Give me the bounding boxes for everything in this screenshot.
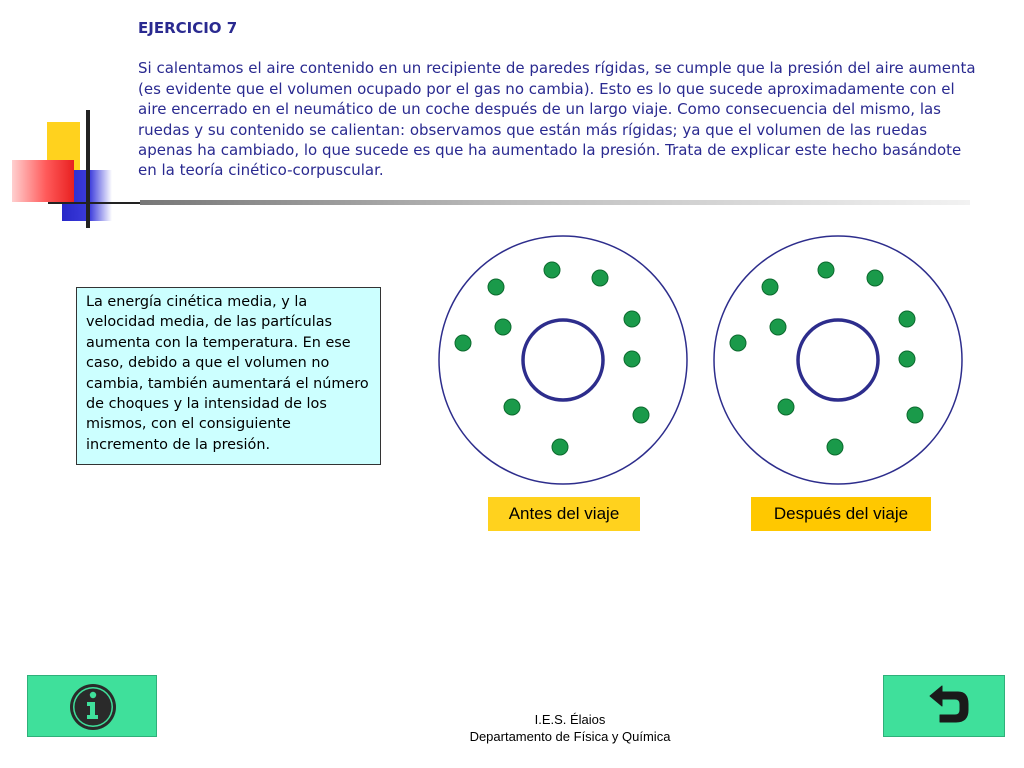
- particles: [455, 262, 649, 455]
- footer: [430, 711, 710, 745]
- exercise-title: EJERCICIO 7: [138, 19, 238, 37]
- exercise-statement: [138, 18, 978, 181]
- particle: [762, 279, 778, 295]
- particle: [827, 439, 843, 455]
- particle: [899, 311, 915, 327]
- tire-diagram-before: [436, 233, 691, 488]
- school-name: I.E.S. Élaios: [534, 712, 606, 727]
- decorative-red-square: [12, 160, 74, 202]
- particle: [633, 407, 649, 423]
- particle: [624, 311, 640, 327]
- particle: [818, 262, 834, 278]
- particle: [544, 262, 560, 278]
- particle: [899, 351, 915, 367]
- header-divider: [140, 200, 970, 205]
- particles: [730, 262, 923, 455]
- particle: [455, 335, 471, 351]
- after-trip-label: Después del viaje: [751, 497, 931, 531]
- particle: [730, 335, 746, 351]
- explanation-box: La energía cinética media, y la velocidad media, de las partículas aumenta con la temperatura. En ese caso, debido a que el volumen no cambia, también aumentará el número de choques y la intensidad de los mismos, con el consiguiente incremento de la presión.: [76, 287, 381, 465]
- particle: [867, 270, 883, 286]
- particle: [770, 319, 786, 335]
- particle: [552, 439, 568, 455]
- info-button[interactable]: [27, 675, 157, 737]
- before-trip-label: Antes del viaje: [488, 497, 640, 531]
- return-button[interactable]: [883, 675, 1005, 737]
- particle: [504, 399, 520, 415]
- particle: [907, 407, 923, 423]
- tire-diagram-after: [711, 233, 966, 488]
- particle: [778, 399, 794, 415]
- decorative-vertical-line: [86, 110, 90, 228]
- particle: [495, 319, 511, 335]
- exercise-text: Si calentamos el aire contenido en un recipiente de paredes rígidas, se cumple que la presión del aire aumenta (es evidente que el volumen ocupado por el gas no cambia). Esto es lo que sucede aproximadamente con el aire encerrado en el neumático de un coche después de un largo viaje. Como consecuencia del mismo, las ruedas y su contenido se calientan: observamos que están más rígidas; ya que el volumen de las ruedas apenas ha cambiado, lo que sucede es que ha aumentado la presión. Trata de explicar este hecho basándote en la teoría cinético-corpuscular.: [138, 59, 976, 180]
- tire-inner-rim: [523, 320, 603, 400]
- particle: [488, 279, 504, 295]
- particle: [592, 270, 608, 286]
- tire-inner-rim: [798, 320, 878, 400]
- info-icon: [28, 676, 158, 738]
- particle: [624, 351, 640, 367]
- department-name: Departamento de Física y Química: [469, 729, 671, 744]
- return-arrow-icon: [884, 676, 1006, 738]
